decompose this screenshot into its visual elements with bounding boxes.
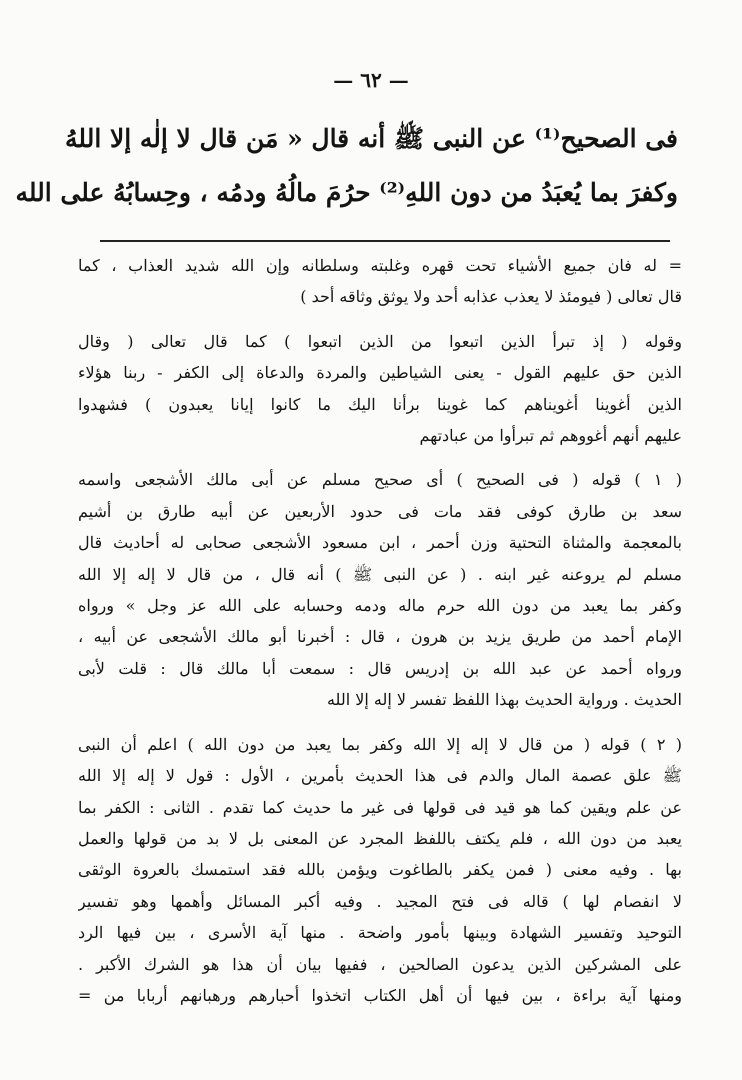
note-line: بالمعجمة والمثناة التحتية وزن أحمر ، ابن مسعود الأشجعى صحابى له أحاديث قال [78, 533, 682, 553]
note-line: الذين أغوينا أغويناهم كما غوينا برأنا اليك ما كانوا إيانا يعبدون ) فشهدوا [78, 394, 682, 414]
note-line: = له فان جميع الأشياء تحت قهره وغلبته وسلطانه وإن الله شديد العذاب ، كما [78, 256, 682, 275]
main-text [15, 112, 678, 220]
note-line: يعبد من دون الله ، فلم يكتف باللفظ المجرد عن المعنى بل لا بد من قولها والعمل [78, 828, 682, 848]
note-line: ( ٢ ) قوله ( من قال لا إله إلا الله وكفر بما يعبد من دون الله ) اعلم أن النبى [78, 734, 682, 754]
main-text-line: وكفرَ بما يُعبَدُ من دون اللهِ⁽²⁾ حرُمَ مالُهُ ودمُه ، وحِسابُهُ على الله [15, 178, 678, 207]
note-line: التوحيد وتفسير الشهادة وبينها بأمور واضحة . منها آية الأسرى ، بين فيها الرد [78, 923, 682, 943]
footnotes [78, 250, 682, 1024]
note-line: ﷺ علق عصمة المال والدم فى هذا الحديث بأمرين ، الأول : قول لا إله إلا الله [78, 766, 682, 786]
page-number: — ٦٢ — [333, 68, 409, 92]
footnote-divider [100, 240, 670, 242]
footnote-1 [78, 464, 682, 715]
note-line: مسلم لم يروعنه غير ابنه . ( عن النبى ﷺ ) أنه قال ، من قال لا إله إلا الله [78, 564, 682, 584]
main-text-line: فى الصحيح⁽¹⁾ عن النبى ﷺ أنه قال « مَن قال لا إلٰه إلا اللهُ [65, 124, 678, 153]
note-line: الحديث . ورواية الحديث بهذا اللفظ تفسر لا إله إلا الله [326, 690, 682, 710]
note-line: على المشركين الذين يدعون الصالحين ، ففيها بيان أن هذا هو الشرك الأكبر . [78, 954, 682, 974]
note-line: وكفر بما يعبد من دون الله حرم ماله ودمه وحسابه على الله عز وجل » ورواه [78, 596, 682, 616]
note-line: ( ١ ) قوله ( فى الصحيح ) أى صحيح مسلم عن أبى مالك الأشجعى واسمه [78, 470, 682, 490]
note-line: الذين حق عليهم القول - يعنى الشياطين والمردة والدعاة إلى الكفر - ربنا هؤلاء [78, 363, 682, 383]
note-line: الإمام أحمد من طريق يزيد بن هرون ، قال : أخبرنا أبو مالك الأشجعى عن أبيه ، [78, 627, 682, 647]
note-line: وقوله ( إذ تبرأ الذين اتبعوا من الذين اتبعوا ) كما قال تعالى ( وقال [78, 331, 682, 351]
note-line: بها . وفيه معنى ( فمن يكفر بالطاغوت ويؤمن بالله فقد استمسك بالعروة الوثقى [78, 860, 682, 880]
footnote-2 [78, 729, 682, 1012]
note-line: ورواه أحمد عن عبد الله بن إدريس قال : سمعت أبا مالك قال : قلت لأبى [78, 658, 682, 678]
note-line: ومنها آية براءة ، بين فيها أن أهل الكتاب اتخذوا أحبارهم ورهبانهم أربابا من = [78, 985, 682, 1005]
note-line: لا انفصام لها ) قاله فى فتح المجيد . وفيه أكبر المسائل وأهمها وهو تفسير [78, 891, 682, 911]
note-line: سعد بن طارق كوفى فقد مات فى حدود الأربعين عن أبيه طارق بن أشيم [78, 501, 682, 521]
note-line: عن علم ويقين كما هو قيد فى قولها فى غير ما حديث كما تقدم . الثانى : الكفر بما [78, 797, 682, 817]
second-note [78, 326, 682, 452]
note-line: قال تعالى ( فيومئذ لا يعذب عذابه أحد ولا يوثق وثاقه أحد ) [300, 287, 682, 307]
note-line: عليهم أنهم أغووهم ثم تبرأوا من عبادتهم [419, 426, 682, 446]
continuation-note [78, 250, 682, 313]
